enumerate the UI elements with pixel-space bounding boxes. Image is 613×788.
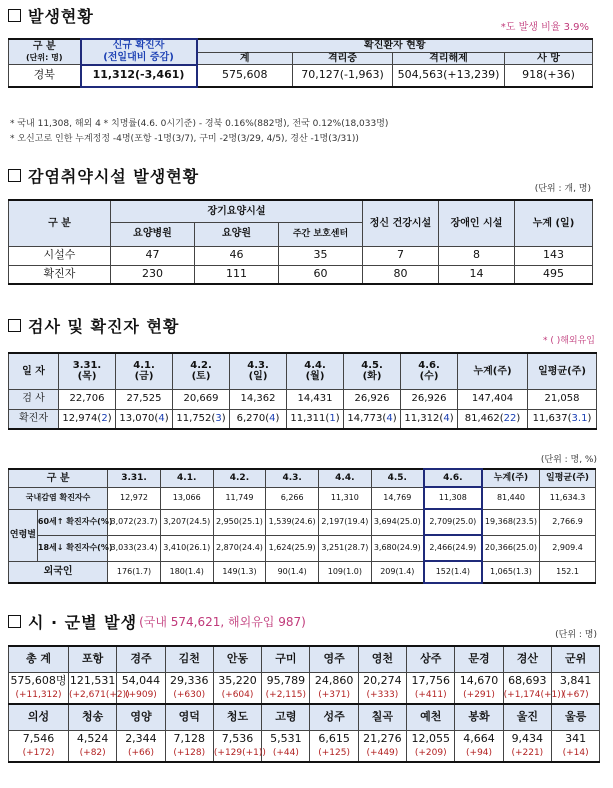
row-label-confirmed: 확진자: [9, 409, 59, 429]
weekday-label: (월): [305, 371, 325, 383]
cell-new: 11,312(-3,461): [81, 65, 197, 87]
city-total: 6,615: [318, 732, 350, 746]
col-header: 3.31.: [108, 469, 161, 487]
r3-value: 1,624(25.9): [266, 535, 319, 561]
weekday-label: (화): [362, 371, 382, 383]
date-header: [230, 353, 287, 389]
confirmed-count: 11,312(4): [401, 409, 458, 429]
city-name: 상주: [407, 646, 455, 672]
city-delta: (+2,671(+2)): [69, 689, 130, 700]
header-gubun: 구 분 (단위: 명): [9, 39, 81, 65]
weekday-label: (토): [191, 371, 211, 383]
city-delta: (+125): [318, 747, 350, 758]
confirmed-count: 6,270(4): [230, 409, 287, 429]
city-delta: (+67): [562, 689, 589, 700]
city-value: [310, 730, 358, 762]
date-label: 4.6.: [418, 359, 440, 371]
header-home: 요양원: [195, 222, 279, 246]
city-delta: (+82): [79, 747, 106, 758]
city-total: 14,670: [459, 674, 499, 688]
city-value: [213, 672, 261, 704]
row-label-18under: 18세↓ 확진자수(%): [37, 535, 107, 561]
date-header: [59, 353, 116, 389]
confirmed-count: 81,462(22): [458, 409, 528, 429]
test-count: 21,058: [528, 389, 597, 409]
city-delta: (+128): [173, 747, 206, 758]
city-delta: (+14): [562, 747, 589, 758]
overseas-value: 1: [329, 413, 336, 424]
header-cumulative: 누계 (일): [515, 200, 593, 246]
city-value: [69, 672, 130, 704]
confirmed-value: 14,773: [347, 413, 383, 424]
test-count: 22,706: [59, 389, 116, 409]
weekday-label: (일): [248, 371, 268, 383]
overseas-value: 4: [158, 413, 165, 424]
r3-value: 3,033(23.4): [108, 535, 161, 561]
city-total: 24,860: [314, 674, 354, 688]
row-label-foreigners: 외국인: [9, 561, 108, 583]
city-value: [165, 730, 213, 762]
city-total: 20,274: [363, 674, 402, 688]
city-total: 95,789: [266, 674, 306, 688]
confirmed-row: 확진자 230 111 60 80 14 495: [9, 265, 593, 284]
city-delta: (+630): [173, 689, 206, 700]
r4-value: 176(1.7): [108, 561, 161, 583]
r2-value: 2,197(19.4): [319, 509, 372, 535]
header-long-term-care: 장기요양시설: [111, 200, 363, 222]
section-title-tests: 검사 및 확진자 현황: [8, 314, 179, 337]
occurrence-table: [8, 38, 593, 88]
city-name: 청송: [69, 704, 117, 730]
r3-value: 3,680(24.9): [371, 535, 424, 561]
checkbox-icon: [8, 169, 21, 182]
city-total: 4,524: [76, 732, 109, 746]
date-label: 4.4.: [304, 359, 326, 371]
overseas-value: 4: [386, 413, 393, 424]
city-name: 청도: [213, 704, 261, 730]
footnote-1: * 국내 11,308, 해외 4 * 치명률(4.6. 0시기준) - 경북 0.16%(882명), 전국 0.12%(18,033명): [10, 119, 389, 129]
city-total: 4,664: [463, 732, 495, 746]
date-header: [173, 353, 230, 389]
test-count: 27,525: [116, 389, 173, 409]
city-delta: (+449): [366, 747, 399, 758]
city-delta: (+221): [511, 747, 544, 758]
overseas-value: 4: [269, 413, 276, 424]
checkbox-icon: [8, 615, 21, 628]
r2-value: 3,072(23.7): [108, 509, 161, 535]
cell-isolating: 70,127(-1,963): [293, 65, 393, 87]
r3-value: 3,410(26.1): [160, 535, 213, 561]
header-mental: 정신 건강시설: [363, 200, 439, 246]
row-label-tests: 검 사: [9, 389, 59, 409]
r2-value: 2,766.9: [540, 509, 596, 535]
date-header: [401, 353, 458, 389]
city-delta: (+371): [318, 689, 350, 700]
test-count: 20,669: [173, 389, 230, 409]
city-delta: (+291): [463, 689, 495, 700]
r1-value: 81,440: [482, 487, 540, 509]
test-count: 147,404: [458, 389, 528, 409]
city-total: 7,128: [173, 732, 205, 746]
header-gubun: 구 분: [9, 200, 111, 246]
r1-value: 11,634.3: [540, 487, 596, 509]
r1-value: 11,308: [424, 487, 482, 509]
r1-value: 11,310: [319, 487, 372, 509]
city-delta: (+2,115): [265, 689, 306, 700]
confirmed-value: 13,070: [119, 413, 155, 424]
date-header: [116, 353, 173, 389]
header-confirmed-status: 확진환자 현황: [197, 39, 593, 52]
city-value: [551, 730, 599, 762]
confirmed-count: 13,070(4): [116, 409, 173, 429]
city-value: [407, 730, 455, 762]
confirmed-count: 11,637(3.1): [528, 409, 597, 429]
date-header: [344, 353, 401, 389]
city-value: [407, 672, 455, 704]
r2-value: 3,207(24.5): [160, 509, 213, 535]
city-total: 68,693: [508, 674, 547, 688]
city-delta: (+604): [221, 689, 254, 700]
date-label: 4.1.: [133, 359, 155, 371]
r2-value: 2,950(25.1): [213, 509, 266, 535]
city-total: 2,344: [125, 732, 157, 746]
header-hospital: 요양병원: [111, 222, 195, 246]
city-total: 12,055: [411, 732, 450, 746]
city-name: 포항: [69, 646, 117, 672]
confirmed-value: 11,637: [532, 413, 568, 424]
footnote-2: * 오신고로 인한 누계정정 -4명(포항 -1명(3/7), 구미 -2명(3/29, 4/5), 경산 -1명(3/31)): [10, 134, 359, 144]
confirmed-value: 6,270: [236, 413, 266, 424]
city-total: 35,220: [218, 674, 257, 688]
header-day-care: 주간 보호센터: [279, 222, 363, 246]
col-header: 4.5.: [371, 469, 424, 487]
city-total: 7,546: [22, 732, 55, 746]
city-delta: (+94): [466, 747, 493, 758]
city-value: [9, 730, 69, 762]
r4-value: 109(1.0): [319, 561, 372, 583]
weekday-label: (목): [77, 371, 97, 383]
city-total: 341: [565, 732, 587, 746]
header-average: 일평균(주): [528, 353, 597, 389]
city-name: 문경: [455, 646, 503, 672]
confirmed-value: 11,752: [176, 413, 212, 424]
r3-value: 2,870(24.4): [213, 535, 266, 561]
r4-value: 209(1.4): [371, 561, 424, 583]
header-total: 계: [197, 52, 293, 65]
weekday-label: (금): [134, 371, 154, 383]
city-delta: (+333): [366, 689, 399, 700]
city-total: 121,531: [69, 674, 116, 688]
city-total: 9,434: [511, 732, 544, 746]
city-name: 의성: [9, 704, 69, 730]
col-header: 4.4.: [319, 469, 372, 487]
city-name: 영덕: [165, 704, 213, 730]
r4-value: 149(1.3): [213, 561, 266, 583]
confirmed-count: 14,773(4): [344, 409, 401, 429]
header-cumulative: 누계(주): [458, 353, 528, 389]
section-title-city: 시 · 군별 발생 (국내 574,621, 해외유입 987): [8, 610, 306, 633]
confirmed-value: 11,312: [404, 413, 440, 424]
r3-value: 3,251(28.7): [319, 535, 372, 561]
row-label-domestic: 국내감염 확진자수: [9, 487, 108, 509]
tests-table: [8, 352, 597, 430]
city-name: 울진: [503, 704, 551, 730]
r1-value: 11,749: [213, 487, 266, 509]
r1-value: 13,066: [160, 487, 213, 509]
city-value: [310, 672, 358, 704]
city-subtitle: (국내 574,621, 해외유입 987): [139, 615, 306, 629]
city-delta: (+11,312): [15, 689, 62, 700]
r2-value: 19,368(23.5): [482, 509, 540, 535]
test-count: 26,926: [344, 389, 401, 409]
date-label: 4.3.: [247, 359, 269, 371]
header-deaths: 사 망: [505, 52, 593, 65]
vulnerable-table: [8, 199, 593, 285]
col-header: 4.2.: [213, 469, 266, 487]
city-value: [455, 672, 503, 704]
city-total: 17,756: [411, 674, 450, 688]
city-total: 575,608명: [10, 674, 67, 688]
header-isolating: 격리중: [293, 52, 393, 65]
overseas-value: 22: [503, 413, 517, 424]
col-header: 4.3.: [266, 469, 319, 487]
r1-value: 12,972: [108, 487, 161, 509]
city-name: 예천: [407, 704, 455, 730]
city-name: 울릉: [551, 704, 599, 730]
r2-value: 2,709(25.0): [424, 509, 482, 535]
date-label: 4.2.: [190, 359, 212, 371]
ratio-note: *도 발생 비율 3.9%: [500, 22, 589, 33]
overseas-note: * ( )해외유입: [542, 336, 595, 346]
city-delta: (+209): [414, 747, 447, 758]
col-header: 누계(주): [482, 469, 540, 487]
city-total: 54,044: [121, 674, 161, 688]
cell-region: 경북: [9, 65, 81, 87]
city-value: [117, 730, 165, 762]
city-name: 총 계: [9, 646, 69, 672]
city-value: [262, 730, 310, 762]
city-name: 구미: [262, 646, 310, 672]
overseas-value: 4: [443, 413, 450, 424]
city-name: 경산: [503, 646, 551, 672]
col-header: 4.6.: [424, 469, 482, 487]
weekday-label: (수): [419, 371, 439, 383]
cell-released: 504,563(+13,239): [393, 65, 505, 87]
city-delta: (+172): [22, 747, 55, 758]
checkbox-icon: [8, 319, 21, 332]
city-delta: (+44): [272, 747, 299, 758]
header-gubun: 구 분: [9, 469, 108, 487]
city-name: 칠곡: [358, 704, 406, 730]
city-table: [8, 645, 600, 763]
r4-value: 90(1.4): [266, 561, 319, 583]
city-delta: (+909): [125, 689, 157, 700]
date-label: 4.5.: [361, 359, 383, 371]
col-header: 4.1.: [160, 469, 213, 487]
confirmed-count: 12,974(2): [59, 409, 116, 429]
city-name: 군위: [551, 646, 599, 672]
test-count: 14,362: [230, 389, 287, 409]
city-total: 21,276: [363, 732, 402, 746]
header-disabled: 장애인 시설: [439, 200, 515, 246]
city-total: 3,841: [559, 674, 592, 688]
city-value: [503, 672, 565, 704]
date-header: [287, 353, 344, 389]
unit-note: (단위 : 개, 명): [534, 184, 591, 194]
test-count: 14,431: [287, 389, 344, 409]
overseas-value: 2: [101, 413, 108, 424]
r3-value: 2,466(24.9): [424, 535, 482, 561]
r2-value: 3,694(25.0): [371, 509, 424, 535]
city-value: [69, 730, 117, 762]
unit-note-2: (단위 : 명, %): [540, 455, 597, 465]
overseas-value: 3.1: [571, 413, 588, 424]
unit-note-3: (단위 : 명): [555, 630, 597, 640]
facility-row: 시설수 47 46 35 7 8 143: [9, 246, 593, 265]
age-table: [8, 468, 596, 584]
overseas-value: 3: [215, 413, 222, 424]
row-label-age: 연령별: [9, 509, 38, 561]
checkbox-icon: [8, 9, 21, 22]
header-new-cases: 신규 확진자 (전일대비 증감): [81, 39, 197, 65]
city-delta: (+66): [127, 747, 154, 758]
city-value: [213, 730, 266, 762]
city-value: [358, 672, 406, 704]
city-name: 성주: [310, 704, 358, 730]
city-value: [358, 730, 406, 762]
city-value: [165, 672, 213, 704]
r3-value: 20,366(25.0): [482, 535, 540, 561]
city-delta: (+1,174(+1)): [503, 689, 565, 700]
r2-value: 1,539(24.6): [266, 509, 319, 535]
city-name: 경주: [117, 646, 165, 672]
city-value: [262, 672, 310, 704]
city-delta: (+129(+1)): [213, 747, 266, 758]
city-total: 7,536: [221, 732, 254, 746]
city-name: 영주: [310, 646, 358, 672]
r4-value: 1,065(1.3): [482, 561, 540, 583]
header-released: 격리해제: [393, 52, 505, 65]
confirmed-value: 11,311: [290, 413, 326, 424]
header-date: 일 자: [9, 353, 59, 389]
confirmed-value: 81,462: [464, 413, 500, 424]
city-name: 영양: [117, 704, 165, 730]
city-delta: (+411): [414, 689, 447, 700]
section-title-vulnerable: 감염취약시설 발생현황: [8, 164, 199, 187]
city-value: [9, 672, 69, 704]
row-label-60plus: 60세↑ 확진자수(%): [37, 509, 107, 535]
city-name: 영천: [358, 646, 406, 672]
city-name: 안동: [213, 646, 261, 672]
city-name: 김천: [165, 646, 213, 672]
test-count: 26,926: [401, 389, 458, 409]
col-header: 일평균(주): [540, 469, 596, 487]
r4-value: 152.1: [540, 561, 596, 583]
r3-value: 2,909.4: [540, 535, 596, 561]
city-total: 29,336: [169, 674, 209, 688]
city-total: 5,531: [270, 732, 302, 746]
r4-value: 180(1.4): [160, 561, 213, 583]
cell-deaths: 918(+36): [505, 65, 593, 87]
cell-total: 575,608: [197, 65, 293, 87]
date-label: 3.31.: [72, 359, 102, 371]
city-value: [455, 730, 503, 762]
r1-value: 6,266: [266, 487, 319, 509]
section-title-occurrence: 발생현황: [8, 4, 94, 27]
city-value: [503, 730, 551, 762]
confirmed-value: 12,974: [62, 413, 98, 424]
r1-value: 14,769: [371, 487, 424, 509]
r4-value: 152(1.4): [424, 561, 482, 583]
city-name: 고령: [262, 704, 310, 730]
city-name: 봉화: [455, 704, 503, 730]
confirmed-count: 11,752(3): [173, 409, 230, 429]
confirmed-count: 11,311(1): [287, 409, 344, 429]
